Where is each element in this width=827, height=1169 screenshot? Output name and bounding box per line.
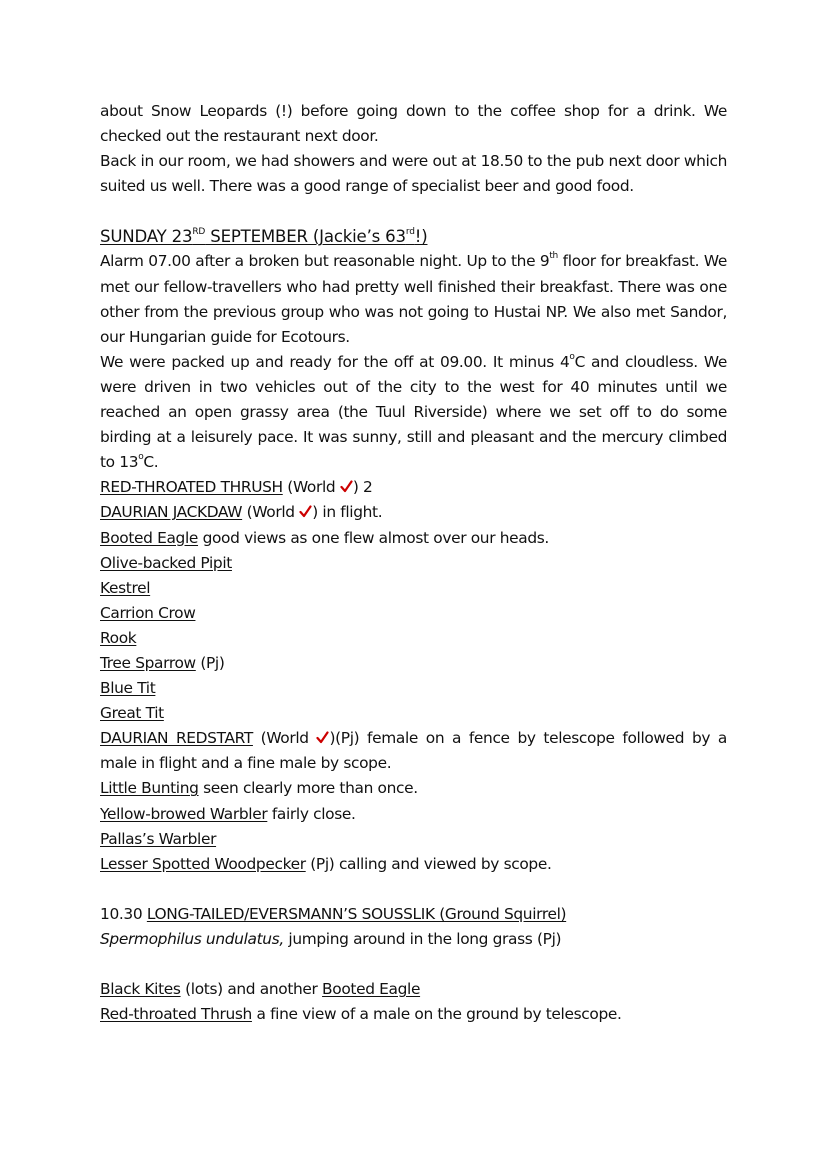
species-entry <box>100 475 727 500</box>
species-note: seen clearly more than once. <box>198 779 418 798</box>
species-note: ) 2 <box>352 478 373 497</box>
species-entry <box>100 651 727 676</box>
species-note: (Pj) <box>195 653 225 672</box>
para2-text-c: C. <box>143 453 159 472</box>
mammal-note: jumping around in the long grass (Pj) <box>283 930 562 948</box>
species-entry <box>100 726 727 776</box>
species-name: Great Tit <box>100 704 164 723</box>
species-entry <box>100 701 727 726</box>
intro-paragraph-1: about Snow Leopards (!) before going down to the coffee shop for a drink. We checked out the restaurant next door. <box>100 102 727 146</box>
heading-pre: SUNDAY 23 <box>100 227 193 247</box>
page-content <box>100 99 727 1027</box>
species-entry <box>100 500 727 525</box>
species-entry <box>100 551 727 576</box>
species-note: )(Pj) female on a fence by telescope followed by a male in flight and a fine male by scope. <box>100 729 728 773</box>
species-note: (World <box>282 478 340 497</box>
breakfast-paragraph <box>100 249 727 349</box>
degree-sign-1: o <box>569 351 575 362</box>
heading-post: !) <box>414 227 428 247</box>
para2-text-b: C and cloudless. We were driven in two vehicles out of the city to the west for 40 minutes until we reached an open grassy area (the Tuul Riverside) where we set off to do some birding at a leisurely pace. It was sunny, still and pleasant and the mercury climbed to 13 <box>100 352 727 472</box>
species-name: Kestrel <box>100 578 151 597</box>
para2-text-a: We were packed up and ready for the off at 09.00. It minus 4 <box>100 352 570 371</box>
day-heading <box>100 224 727 249</box>
mammal-latin-name: Spermophilus undulatus, <box>100 930 284 948</box>
species-entry <box>100 776 727 801</box>
species-name: Olive-backed Pipit <box>100 553 232 572</box>
species-note: (World <box>242 503 300 522</box>
species-entry <box>100 802 727 827</box>
species-name: Booted Eagle <box>100 528 199 547</box>
species-name: Yellow-browed Warbler <box>100 804 268 823</box>
departure-paragraph <box>100 350 727 475</box>
species-note: (Pj) calling and viewed by scope. <box>305 854 552 873</box>
checkmark-icon <box>299 505 312 518</box>
para1-text-b: floor for breakfast. We met our fellow-travellers who had pretty well finished their breakfast. There was one other from the previous group who was not going to Hustai NP. We also met Sandor, our Hungarian guide for Ecotours. <box>100 252 727 346</box>
para1-text-a: Alarm 07.00 after a broken but reasonable night. Up to the 9 <box>100 252 550 271</box>
species-name: Lesser Spotted Woodpecker <box>100 854 306 873</box>
species-name: DAURIAN REDSTART <box>100 729 253 748</box>
species-note: (World <box>252 729 317 748</box>
species-entry <box>100 601 727 626</box>
species-name: Rook <box>100 628 137 647</box>
kites-entry <box>100 977 727 1002</box>
species-name: Pallas’s Warbler <box>100 829 217 848</box>
species-name: Carrion Crow <box>100 603 196 622</box>
species-entry <box>100 827 727 852</box>
species-name: Tree Sparrow <box>100 653 196 672</box>
species-name: DAURIAN JACKDAW <box>100 503 243 522</box>
checkmark-icon <box>340 480 353 493</box>
species-list <box>100 475 727 877</box>
species-entry <box>100 576 727 601</box>
species-entry <box>100 526 727 551</box>
mammal-name: LONG-TAILED/EVERSMANN’S SOUSSLIK (Ground Squirrel) <box>146 904 567 923</box>
species-name: Black Kites <box>100 980 181 999</box>
species-name: Red-throated Thrush <box>100 1005 252 1024</box>
species-entry <box>100 676 727 701</box>
species-note: a fine view of a male on the ground by telescope. <box>251 1005 622 1024</box>
species-name: Booted Eagle <box>322 980 421 999</box>
species-name: RED-THROATED THRUSH <box>100 478 283 497</box>
species-entry <box>100 626 727 651</box>
species-note: ) in flight. <box>312 503 383 522</box>
species-note: good views as one flew almost over our heads. <box>198 528 549 547</box>
heading-sup-rd-2: rd <box>405 226 415 237</box>
heading-mid: SEPTEMBER (Jackie’s 63 <box>205 227 406 247</box>
checkmark-icon <box>316 731 329 744</box>
mammal-entry <box>100 902 727 927</box>
species-note: fairly close. <box>267 804 356 823</box>
para1-sup: th <box>549 251 558 262</box>
thrush-entry <box>100 1002 727 1027</box>
species-entry <box>100 852 727 877</box>
intro-paragraph-2: Back in our room, we had showers and were out at 18.50 to the pub next door which suited us well. There was a good range of specialist beer and good food. <box>100 152 727 196</box>
degree-sign-2: o <box>138 452 144 463</box>
mammal-time: 10.30 <box>100 904 147 923</box>
species-note: (lots) and another <box>180 980 323 999</box>
species-name: Blue Tit <box>100 679 156 698</box>
heading-sup-rd: RD <box>192 226 206 237</box>
species-name: Little Bunting <box>100 779 199 798</box>
mammal-detail <box>100 927 727 952</box>
